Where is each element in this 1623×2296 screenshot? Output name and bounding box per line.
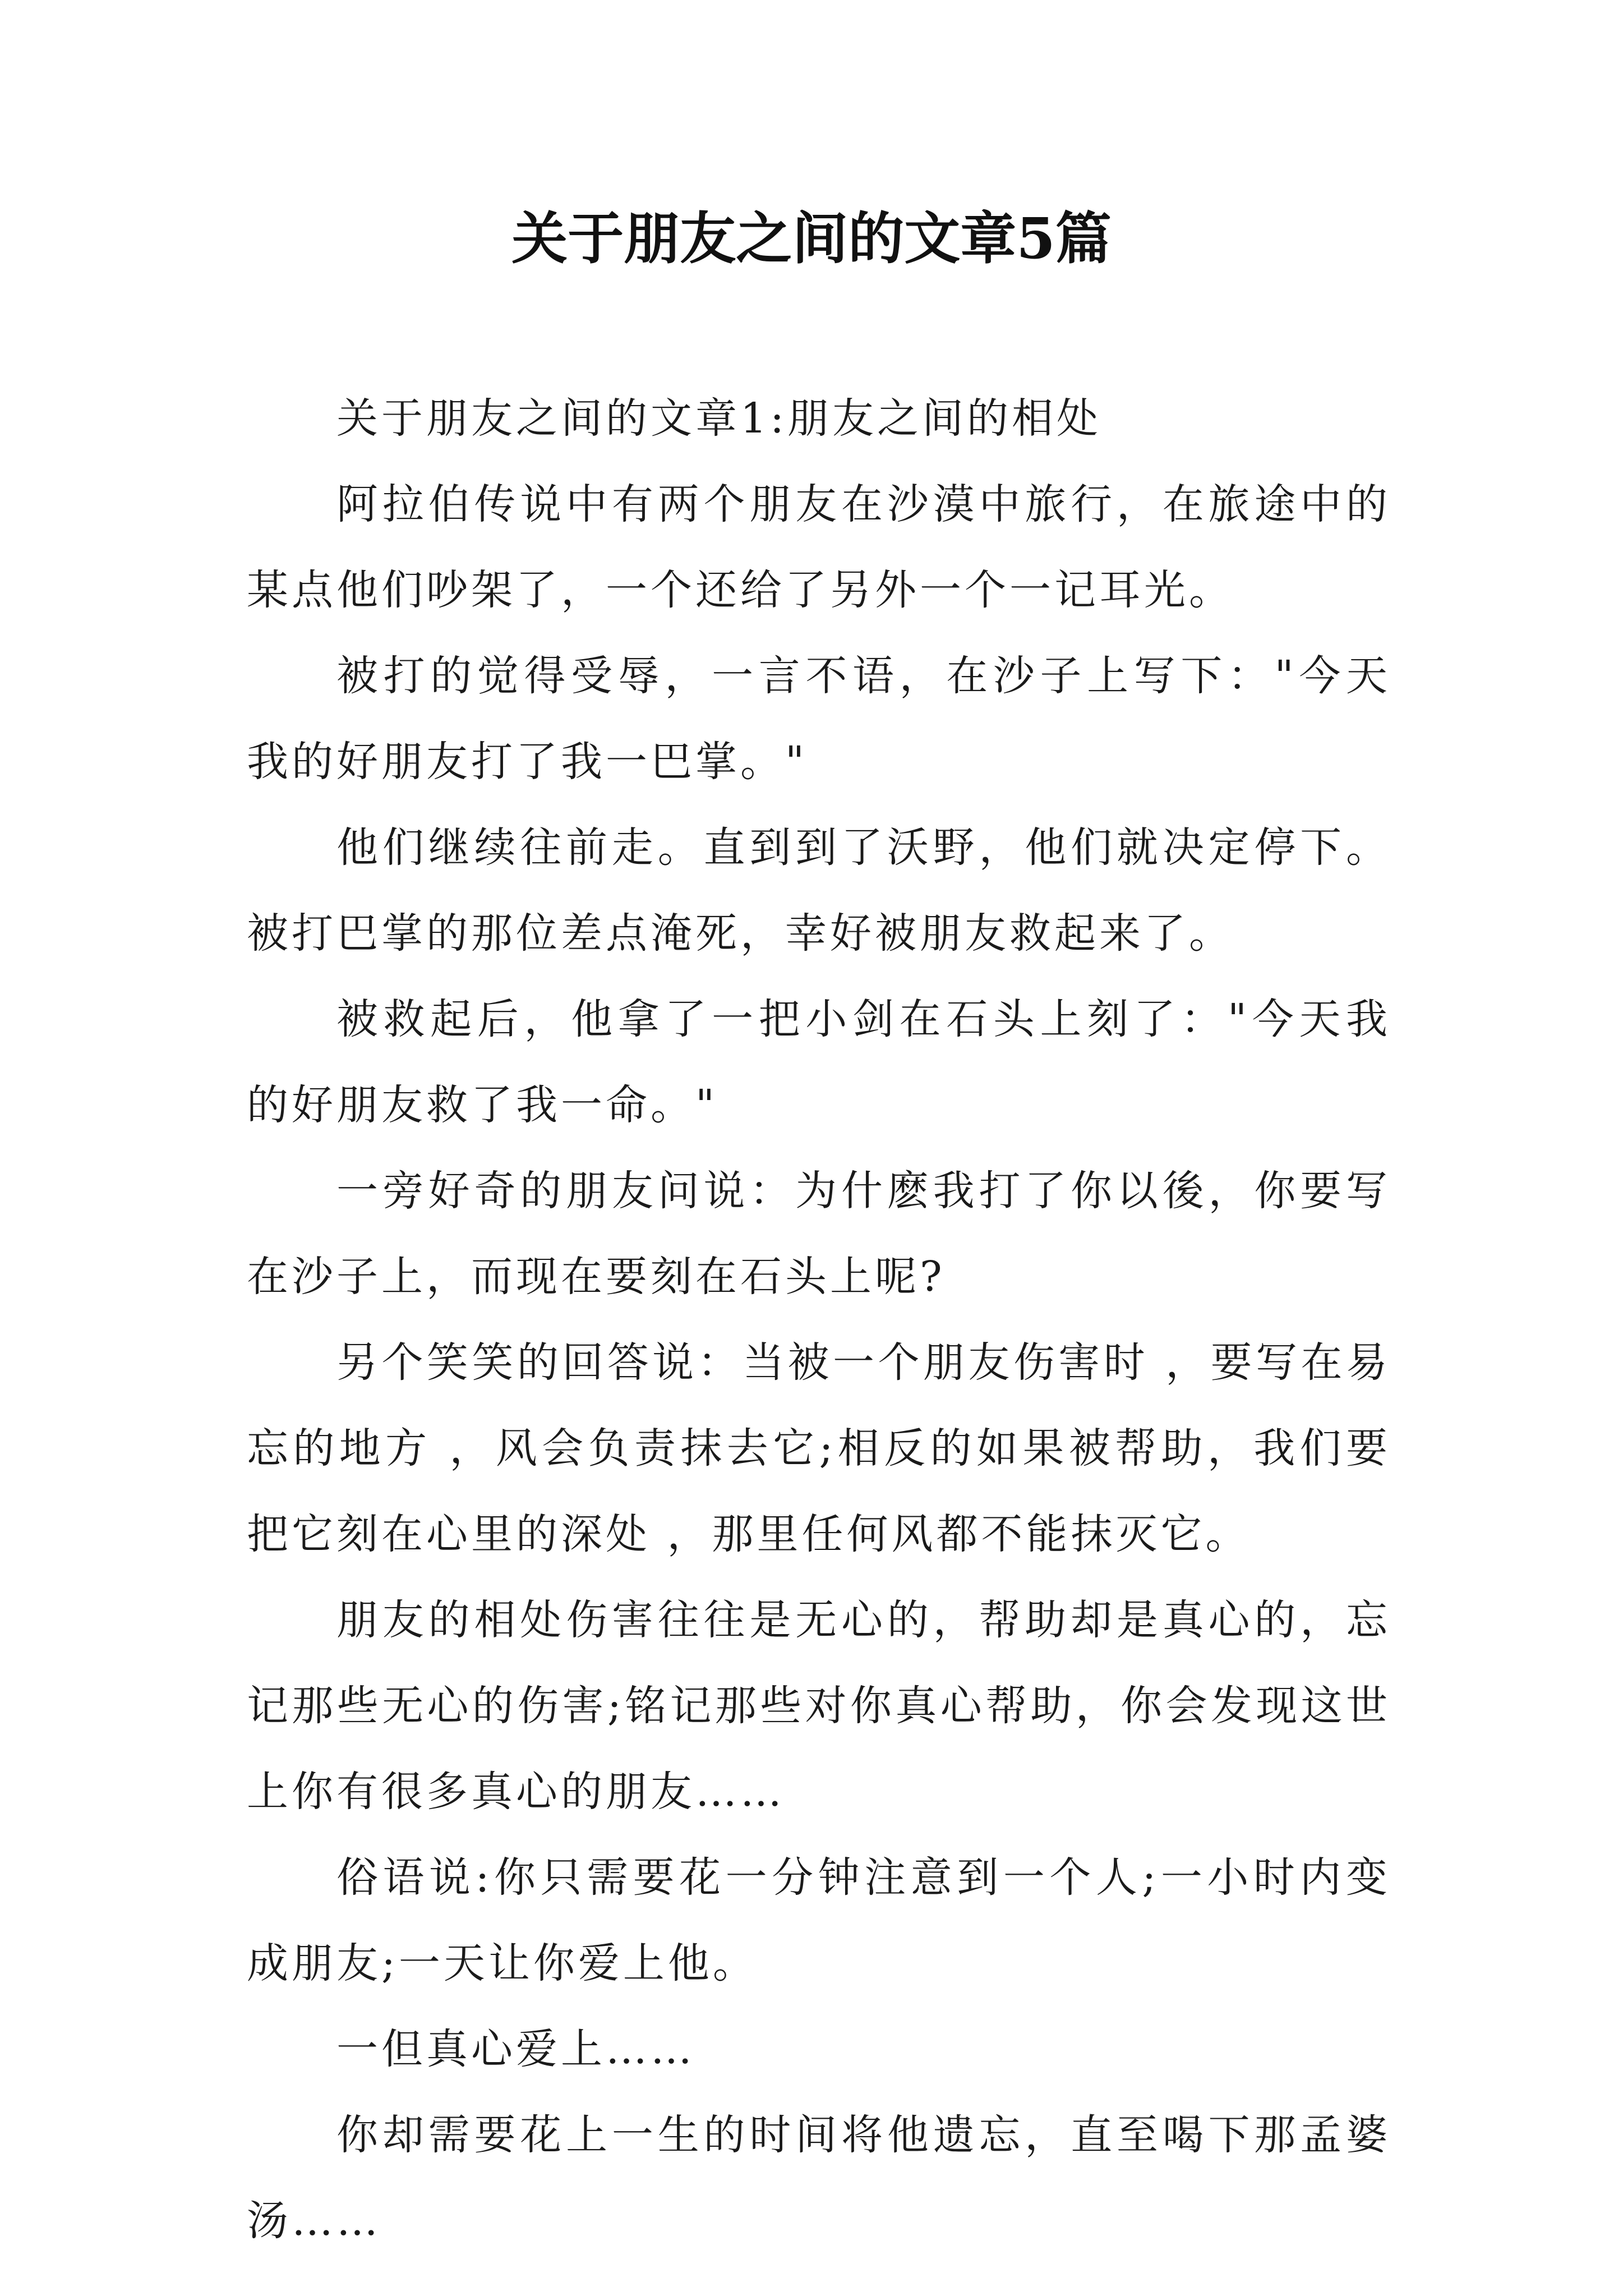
paragraph: 俗语说:你只需要花一分钟注意到一个人;一小时内变成朋友;一天让你爱上他。 — [247, 1853, 1391, 1987]
paragraph: 一旁好奇的朋友问说：为什麽我打了你以後，你要写在沙子上，而现在要刻在石头上呢? — [247, 1167, 1391, 1301]
paragraph: 他们继续往前走。直到到了沃野，他们就决定停下。被打巴掌的那位差点淹死，幸好被朋友救起来了。 — [247, 823, 1391, 958]
paragraph: 一但真心爱上…… — [336, 2025, 695, 2073]
document-title: 关于朋友之间的文章5篇 — [511, 205, 1112, 272]
document-body — [247, 376, 1391, 2264]
paragraph: 被救起后，他拿了一把小剑在石头上刻了："今天我的好朋友救了我一命。" — [247, 995, 1391, 1129]
paragraph: 被打的觉得受辱，一言不语，在沙子上写下："今天我的好朋友打了我一巴掌。" — [247, 652, 1391, 786]
paragraph: 另个笑笑的回答说：当被一个朋友伤害时 ，要写在易忘的地方 ，风会负责抹去它;相反的如果被帮助，我们要把它刻在心里的深处 ，那里任何风都不能抹灭它。 — [247, 1338, 1391, 1558]
section-heading: 关于朋友之间的文章1:朋友之间的相处 — [336, 394, 1102, 443]
paragraph: 朋友的相处伤害往往是无心的，帮助却是真心的，忘记那些无心的伤害;铭记那些对你真心帮助，你会发现这世上你有很多真心的朋友…… — [247, 1596, 1391, 1816]
paragraph: 阿拉伯传说中有两个朋友在沙漠中旅行，在旅途中的某点他们吵架了，一个还给了另外一个一记耳光。 — [247, 480, 1391, 614]
paragraph: 你却需要花上一生的时间将他遗忘，直至喝下那孟婆汤…… — [247, 2111, 1391, 2245]
